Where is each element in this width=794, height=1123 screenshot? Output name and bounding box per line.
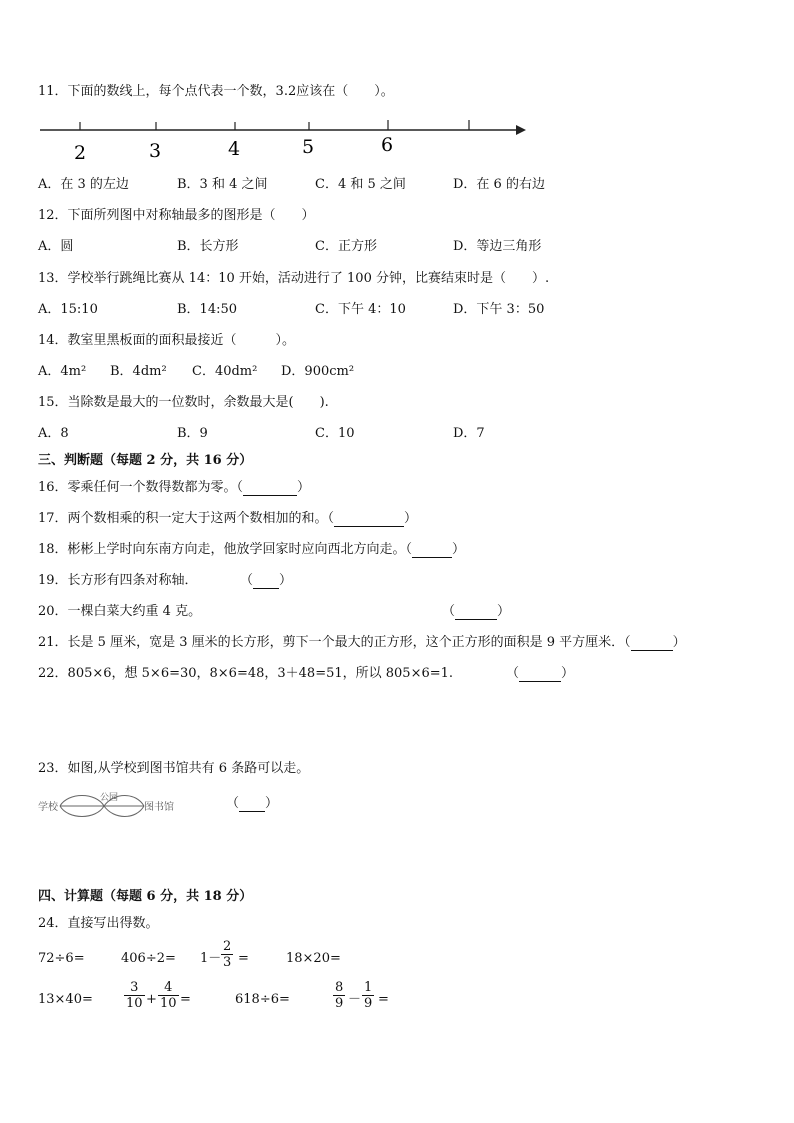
tick-label-6: 6 xyxy=(380,134,394,156)
q15-stem: 15．当除数是最大的一位数时，余数最大是( ). xyxy=(38,395,329,410)
judge-22-bracket xyxy=(506,666,574,682)
calc-406-div-2: 406÷2= xyxy=(121,951,176,966)
judge-18-text: 18．彬彬上学时向东南方向走，他放学回家时应向西北方向走。（ xyxy=(38,542,413,557)
q12-option-c[interactable]: C．正方形 xyxy=(315,239,377,254)
judge-19-answer-blank[interactable] xyxy=(253,576,279,589)
q23-close: ） xyxy=(265,796,279,811)
q14-option-a[interactable]: A．4m² xyxy=(38,364,87,379)
q23-open: （ xyxy=(226,796,240,811)
q14-option-b[interactable]: B．4dm² xyxy=(110,364,167,379)
judge-21-answer-blank[interactable] xyxy=(631,638,673,651)
judge-22-text: 22．805×6，想 5×6=30，8×6=48，3＋48=51，所以 805×6=1. xyxy=(38,666,454,681)
tick-label-5: 5 xyxy=(301,136,315,158)
q13-stem: 13．学校举行跳绳比赛从 14：10 开始，活动进行了 100 分钟，比赛结束时是（ ）. xyxy=(38,271,550,286)
judge-19-close: ） xyxy=(279,573,293,588)
judge-18-close: ） xyxy=(452,542,466,557)
route-lower-left xyxy=(60,806,104,817)
q15-option-a[interactable]: A．8 xyxy=(38,426,69,441)
fraction-4-10 xyxy=(158,980,179,1011)
fraction-4-10-denominator: 10 xyxy=(160,996,177,1011)
section-4-title: 四、计算题（每题 6 分，共 18 分） xyxy=(38,889,253,904)
q14-stem: 14．教室里黑板面的面积最接近（ ）。 xyxy=(38,333,296,348)
fraction-2-3 xyxy=(221,939,233,970)
q11-option-d[interactable]: D．在 6 的右边 xyxy=(453,177,545,192)
judge-19-text: 19．长方形有四条对称轴． xyxy=(38,573,198,588)
judge-22 xyxy=(38,666,453,682)
q15-option-b[interactable]: B．9 xyxy=(177,426,208,441)
tick-label-4: 4 xyxy=(227,138,241,160)
judge-18 xyxy=(38,542,465,558)
judge-21 xyxy=(38,635,686,651)
fraction-2-3-denominator: 3 xyxy=(223,955,232,970)
section-3-title: 三、判断题（每题 2 分，共 16 分） xyxy=(38,453,253,468)
q11-option-c[interactable]: C．4 和 5 之间 xyxy=(315,177,406,192)
fraction-3-10-denominator: 10 xyxy=(126,996,143,1011)
calc-18-times-20: 18×20= xyxy=(286,951,341,966)
judge-16-answer-blank[interactable] xyxy=(243,483,297,496)
judge-16-text: 16．零乘任何一个数得数都为零。（ xyxy=(38,480,244,495)
calc-72-div-6: 72÷6= xyxy=(38,951,85,966)
fraction-3-10 xyxy=(124,980,145,1011)
q13-option-d[interactable]: D．下午 3：50 xyxy=(453,302,545,317)
q14-option-d[interactable]: D．900cm² xyxy=(281,364,355,379)
q23-bracket xyxy=(226,796,278,812)
calc-618-div-6: 618÷6= xyxy=(235,992,290,1007)
judge-20-text: 20．一棵白菜大约重 4 克。 xyxy=(38,604,202,619)
judge-16 xyxy=(38,480,310,496)
q11-stem: 11．下面的数线上，每个点代表一个数，3.2应该在（ ）。 xyxy=(38,84,394,99)
q23-answer-blank[interactable] xyxy=(239,799,265,812)
judge-22-close: ） xyxy=(561,666,575,681)
route-diagram xyxy=(38,790,198,820)
library-label: 图书馆 xyxy=(144,802,174,813)
calc-fraction-diff-equals: = xyxy=(378,992,389,1007)
q15-option-d[interactable]: D．7 xyxy=(453,426,485,441)
calc-13-times-40: 13×40= xyxy=(38,992,93,1007)
fraction-1-9-denominator: 9 xyxy=(364,996,373,1011)
judge-20 xyxy=(38,604,201,620)
judge-17 xyxy=(38,511,417,527)
route-upper-left xyxy=(60,796,104,807)
q12-option-b[interactable]: B．长方形 xyxy=(177,239,239,254)
fraction-8-9-denominator: 9 xyxy=(335,996,344,1011)
judge-21-close: ） xyxy=(672,635,686,650)
fraction-1-9-numerator: 1 xyxy=(364,980,373,995)
calc-plus-sign: + xyxy=(146,992,157,1007)
judge-17-close: ） xyxy=(404,511,418,526)
q11-option-a[interactable]: A．在 3 的左边 xyxy=(38,177,129,192)
fraction-3-10-numerator: 3 xyxy=(130,980,139,995)
judge-17-text: 17．两个数相乘的积一定大于这两个数相加的和。（ xyxy=(38,511,335,526)
tick-label-3: 3 xyxy=(148,140,162,162)
q15-option-c[interactable]: C．10 xyxy=(315,426,355,441)
route-lower-right xyxy=(104,806,144,817)
fraction-4-10-numerator: 4 xyxy=(164,980,173,995)
judge-20-bracket xyxy=(442,604,510,620)
calc-1-minus-equals: = xyxy=(238,951,249,966)
judge-20-close: ） xyxy=(497,604,511,619)
q24-stem: 24．直接写出得数。 xyxy=(38,916,159,931)
judge-22-open: （ xyxy=(506,666,520,681)
q11-option-b[interactable]: B．3 和 4 之间 xyxy=(177,177,268,192)
tick-label-2: 2 xyxy=(73,142,87,164)
judge-21-text: 21．长是 5 厘米，宽是 3 厘米的长方形，剪下一个最大的正方形，这个正方形的面积是 9 平方厘米．（ xyxy=(38,635,631,650)
school-label: 学校 xyxy=(38,802,58,813)
park-label: 公园 xyxy=(100,793,119,803)
judge-22-answer-blank[interactable] xyxy=(519,669,561,682)
q13-option-c[interactable]: C．下午 4：10 xyxy=(315,302,406,317)
judge-19-bracket xyxy=(240,573,292,589)
q13-option-b[interactable]: B．14:50 xyxy=(177,302,238,317)
judge-18-answer-blank[interactable] xyxy=(412,545,452,558)
number-line xyxy=(0,112,794,172)
q23-stem: 23．如图,从学校到图书馆共有 6 条路可以走。 xyxy=(38,761,310,776)
q14-option-c[interactable]: C．40dm² xyxy=(192,364,258,379)
judge-20-open: （ xyxy=(442,604,456,619)
q12-stem: 12．下面所列图中对称轴最多的图形是（ ） xyxy=(38,208,315,223)
q13-option-a[interactable]: A．15:10 xyxy=(38,302,98,317)
judge-19 xyxy=(38,573,198,589)
fraction-2-3-numerator: 2 xyxy=(223,939,232,954)
calc-fraction-sum-equals: = xyxy=(180,992,191,1007)
judge-19-open: （ xyxy=(240,573,254,588)
calc-minus-sign: － xyxy=(348,992,362,1007)
judge-17-answer-blank[interactable] xyxy=(334,514,404,527)
calc-1-minus-pre: 1－ xyxy=(200,951,222,966)
fraction-8-9 xyxy=(333,980,345,1011)
judge-16-close: ） xyxy=(297,480,311,495)
fraction-1-9 xyxy=(362,980,374,1011)
number-line-arrow xyxy=(516,125,526,135)
q12-option-a[interactable]: A．圆 xyxy=(38,239,74,254)
q12-option-d[interactable]: D．等边三角形 xyxy=(453,239,542,254)
judge-20-answer-blank[interactable] xyxy=(455,607,497,620)
fraction-8-9-numerator: 8 xyxy=(335,980,344,995)
